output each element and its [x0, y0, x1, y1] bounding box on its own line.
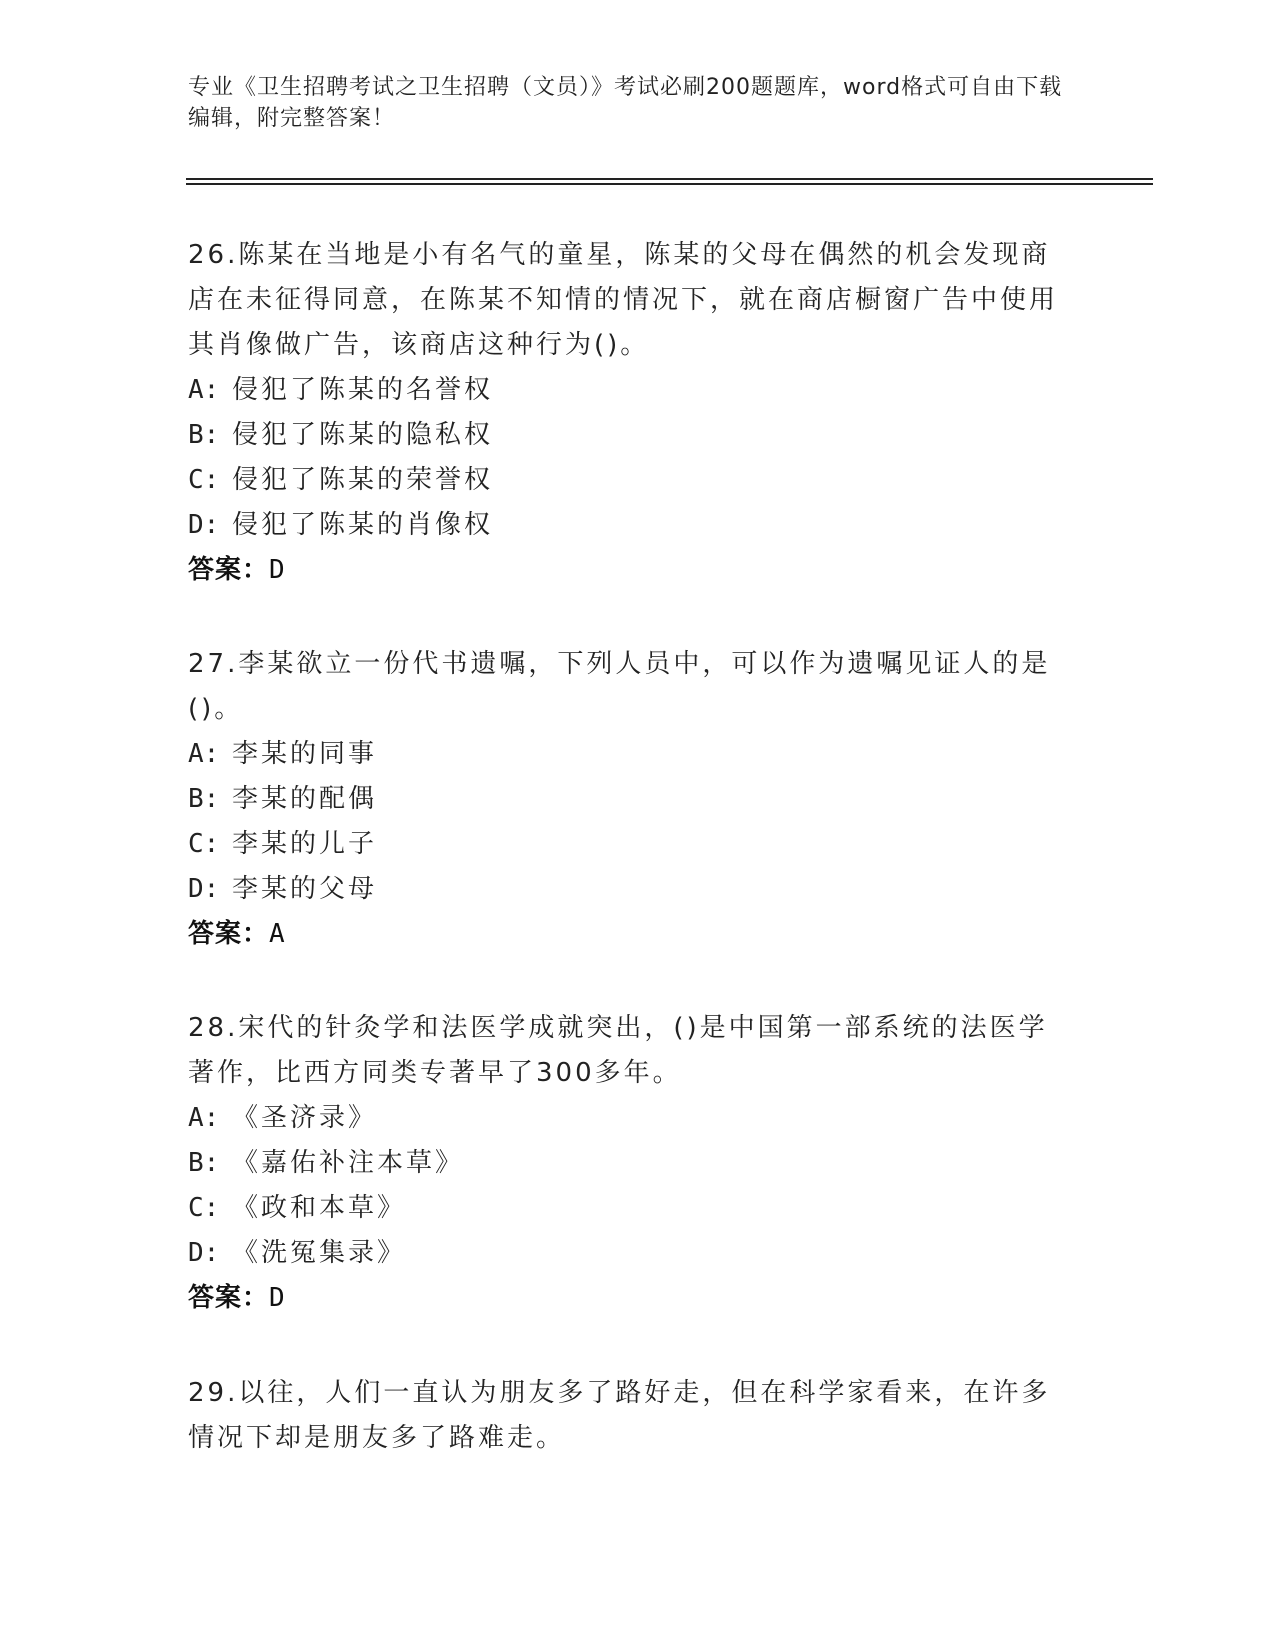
answer-value: A — [269, 919, 286, 949]
question-27 — [188, 642, 1068, 957]
header-divider-bottom — [186, 183, 1153, 185]
option-text: 李某的配偶 — [232, 784, 378, 814]
option-text: 《洗冤集录》 — [232, 1238, 407, 1268]
question-26 — [188, 233, 1068, 593]
option-d — [188, 867, 1068, 912]
option-key: D: — [188, 510, 220, 540]
option-text: 李某的父母 — [232, 874, 378, 904]
option-c — [188, 1186, 1068, 1231]
header-divider-top — [186, 178, 1153, 180]
question-stem: 26.陈某在当地是小有名气的童星，陈某的父母在偶然的机会发现商店在未征得同意，在陈某不知情的情况下，就在商店橱窗广告中使用其肖像做广告，该商店这种行为()。 — [188, 240, 1059, 360]
option-text: 侵犯了陈某的荣誉权 — [232, 465, 494, 495]
option-key: B: — [188, 784, 220, 814]
option-text: 《圣济录》 — [232, 1103, 378, 1133]
question-stem: 28.宋代的针灸学和法医学成就突出，()是中国第一部系统的法医学著作，比西方同类专著早了300多年。 — [188, 1013, 1048, 1088]
document-header: 专业《卫生招聘考试之卫生招聘（文员）》考试必刷200题题库，word格式可自由下载编辑，附完整答案！ — [188, 75, 1063, 131]
option-a — [188, 368, 1068, 413]
question-29 — [188, 1371, 1068, 1461]
option-key: D: — [188, 1238, 220, 1268]
option-a — [188, 732, 1068, 777]
option-key: D: — [188, 874, 220, 904]
option-text: 《政和本草》 — [232, 1193, 407, 1223]
option-text: 李某的儿子 — [232, 829, 378, 859]
option-key: C: — [188, 465, 220, 495]
option-d — [188, 1231, 1068, 1276]
option-key: B: — [188, 420, 220, 450]
question-28 — [188, 1006, 1068, 1321]
option-text: 侵犯了陈某的名誉权 — [232, 375, 494, 405]
answer-line — [188, 1276, 1068, 1321]
option-text: 侵犯了陈某的隐私权 — [232, 420, 494, 450]
option-b — [188, 1141, 1068, 1186]
option-a — [188, 1096, 1068, 1141]
question-stem: 27.李某欲立一份代书遗嘱，下列人员中，可以作为遗嘱见证人的是()。 — [188, 649, 1051, 724]
option-c — [188, 458, 1068, 503]
answer-value: D — [269, 555, 286, 585]
option-key: B: — [188, 1148, 220, 1178]
option-key: C: — [188, 829, 220, 859]
option-key: C: — [188, 1193, 220, 1223]
option-key: A: — [188, 1103, 220, 1133]
option-key: A: — [188, 375, 220, 405]
option-key: A: — [188, 739, 220, 769]
option-c — [188, 822, 1068, 867]
option-b — [188, 777, 1068, 822]
option-b — [188, 413, 1068, 458]
question-stem: 29.以往，人们一直认为朋友多了路好走，但在科学家看来，在许多情况下却是朋友多了路难走。 — [188, 1378, 1051, 1453]
option-text: 侵犯了陈某的肖像权 — [232, 510, 494, 540]
option-d — [188, 503, 1068, 548]
answer-line — [188, 548, 1068, 593]
answer-line — [188, 912, 1068, 957]
answer-label: 答案： — [188, 555, 270, 585]
answer-label: 答案： — [188, 1283, 270, 1313]
answer-value: D — [269, 1283, 286, 1313]
answer-label: 答案： — [188, 919, 270, 949]
option-text: 李某的同事 — [232, 739, 378, 769]
option-text: 《嘉佑补注本草》 — [232, 1148, 465, 1178]
